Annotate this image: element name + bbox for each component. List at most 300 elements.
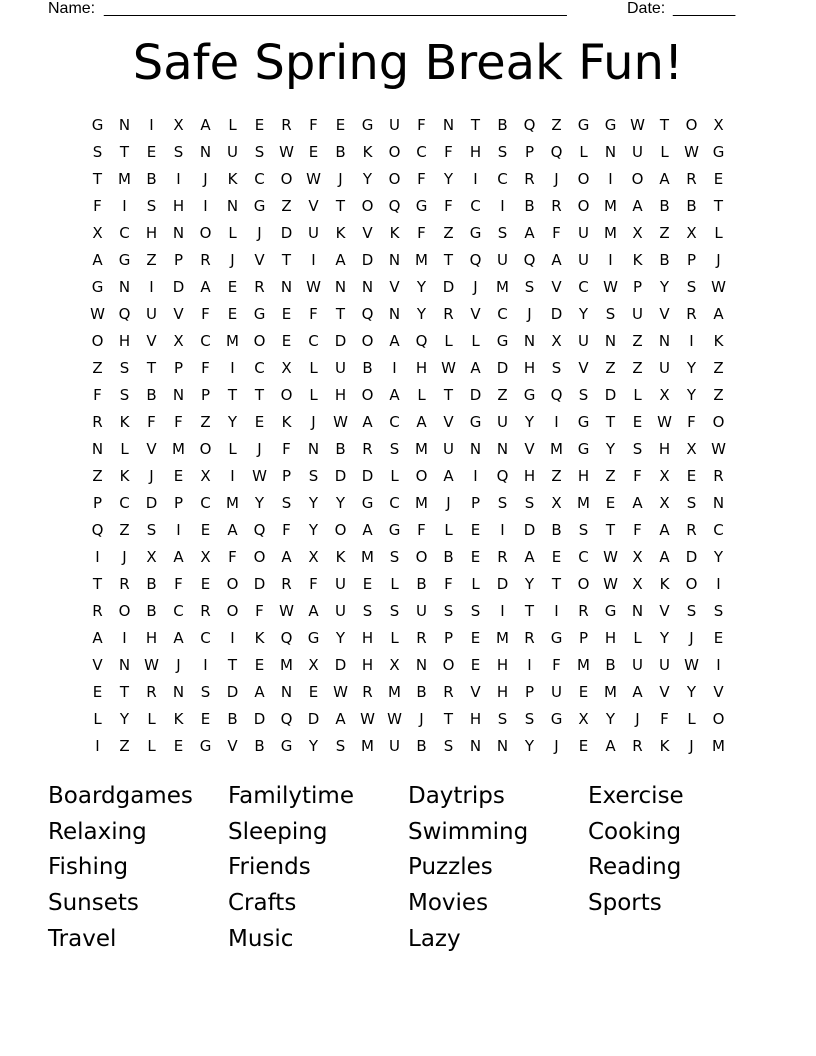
grid-cell: P: [443, 629, 454, 647]
grid-cell: B: [416, 737, 427, 755]
grid-cell: A: [200, 116, 211, 134]
grid-cell: I: [527, 656, 532, 674]
grid-cell: G: [469, 224, 482, 242]
grid-cell: W: [306, 170, 321, 188]
grid-cell: A: [281, 548, 292, 566]
grid-cell: W: [279, 602, 294, 620]
grid-cell: V: [659, 602, 670, 620]
grid-cell: M: [388, 683, 401, 701]
grid-cell: X: [551, 332, 562, 350]
grid-cell: S: [146, 521, 157, 539]
grid-cell: O: [415, 467, 428, 485]
grid-cell: S: [92, 143, 103, 161]
grid-cell: S: [686, 278, 697, 296]
grid-cell: J: [446, 494, 451, 512]
grid-cell: A: [389, 332, 400, 350]
grid-cell: O: [118, 602, 131, 620]
grid-cell: Q: [550, 143, 563, 161]
grid-cell: D: [442, 278, 455, 296]
grid-cell: K: [254, 629, 265, 647]
word-item: Travel: [48, 925, 117, 952]
grid-cell: U: [497, 251, 508, 269]
grid-cell: I: [203, 656, 208, 674]
grid-cell: L: [228, 116, 237, 134]
grid-row: [84, 463, 732, 490]
grid-cell: X: [578, 710, 589, 728]
word-item: Reading: [588, 854, 682, 881]
grid-cell: A: [173, 548, 184, 566]
grid-cell: B: [605, 656, 616, 674]
grid-cell: M: [361, 548, 374, 566]
grid-cell: M: [226, 494, 239, 512]
grid-cell: Y: [308, 737, 319, 755]
grid-cell: F: [633, 521, 642, 539]
grid-cell: A: [254, 683, 265, 701]
grid-cell: E: [713, 170, 724, 188]
grid-cell: E: [578, 737, 589, 755]
word-row: [48, 815, 768, 851]
grid-cell: D: [523, 521, 536, 539]
grid-cell: N: [496, 737, 509, 755]
grid-cell: D: [496, 575, 509, 593]
grid-cell: N: [361, 278, 374, 296]
grid-cell: L: [687, 710, 696, 728]
grid-cell: C: [713, 521, 724, 539]
grid-cell: V: [443, 413, 454, 431]
grid-cell: E: [173, 467, 184, 485]
grid-cell: Q: [415, 332, 428, 350]
grid-cell: F: [633, 467, 642, 485]
grid-cell: L: [120, 440, 129, 458]
grid-cell: Y: [416, 305, 427, 323]
grid-cell: Z: [281, 197, 292, 215]
grid-cell: Y: [524, 575, 535, 593]
grid-cell: I: [122, 629, 127, 647]
grid-cell: Y: [443, 170, 454, 188]
grid-cell: V: [308, 197, 319, 215]
name-label: Name:: [48, 0, 96, 17]
grid-cell: I: [500, 197, 505, 215]
grid-cell: A: [605, 737, 616, 755]
grid-cell: S: [173, 143, 184, 161]
grid-cell: R: [362, 683, 373, 701]
grid-cell: V: [713, 683, 724, 701]
grid-cell: W: [603, 575, 618, 593]
grid-cell: F: [282, 521, 291, 539]
grid-cell: B: [659, 251, 670, 269]
grid-cell: S: [308, 467, 319, 485]
grid-cell: L: [660, 143, 669, 161]
date-label: Date:: [627, 0, 666, 17]
grid-cell: N: [604, 332, 617, 350]
grid-cell: E: [92, 683, 103, 701]
grid-cell: O: [415, 548, 428, 566]
word-item: Daytrips: [408, 783, 505, 809]
grid-cell: L: [147, 737, 156, 755]
grid-cell: K: [119, 413, 130, 431]
grid-cell: O: [334, 521, 347, 539]
grid-cell: F: [309, 575, 318, 593]
grid-cell: G: [577, 440, 590, 458]
grid-row: [84, 274, 732, 301]
grid-cell: O: [712, 413, 725, 431]
grid-cell: L: [633, 386, 642, 404]
grid-cell: U: [443, 440, 454, 458]
grid-cell: D: [307, 710, 320, 728]
grid-cell: K: [362, 143, 373, 161]
grid-cell: L: [309, 359, 318, 377]
grid-cell: H: [172, 197, 185, 215]
grid-cell: S: [200, 683, 211, 701]
grid-cell: F: [417, 116, 426, 134]
grid-cell: G: [91, 116, 104, 134]
grid-cell: C: [389, 413, 400, 431]
grid-cell: O: [226, 602, 239, 620]
grid-cell: Z: [659, 224, 670, 242]
grid-cell: S: [389, 602, 400, 620]
grid-cell: X: [659, 386, 670, 404]
grid-cell: K: [227, 170, 238, 188]
grid-cell: Y: [686, 359, 697, 377]
grid-cell: F: [417, 170, 426, 188]
grid-cell: I: [95, 737, 100, 755]
grid-cell: C: [578, 278, 589, 296]
grid-row: [84, 571, 732, 598]
grid-cell: S: [524, 710, 535, 728]
grid-row: [84, 598, 732, 625]
grid-cell: D: [496, 359, 509, 377]
grid-cell: X: [281, 359, 292, 377]
grid-cell: G: [604, 116, 617, 134]
grid-cell: A: [551, 251, 562, 269]
grid-cell: I: [716, 575, 721, 593]
grid-row: [84, 301, 732, 328]
grid-cell: Z: [551, 467, 562, 485]
word-item: Lazy: [408, 925, 461, 952]
grid-cell: B: [227, 710, 238, 728]
grid-cell: K: [659, 575, 670, 593]
grid-cell: X: [146, 548, 157, 566]
grid-cell: L: [714, 224, 723, 242]
grid-cell: F: [282, 440, 291, 458]
grid-cell: R: [713, 467, 724, 485]
grid-cell: X: [173, 332, 184, 350]
grid-cell: B: [551, 521, 562, 539]
grid-cell: Z: [713, 386, 724, 404]
grid-cell: T: [146, 359, 157, 377]
grid-cell: O: [226, 575, 239, 593]
grid-cell: O: [361, 197, 374, 215]
grid-cell: N: [388, 251, 401, 269]
grid-cell: Q: [550, 386, 563, 404]
grid-cell: F: [660, 710, 669, 728]
word-item: Relaxing: [48, 818, 147, 845]
grid-cell: K: [389, 224, 400, 242]
grid-cell: K: [281, 413, 292, 431]
grid-cell: Z: [632, 359, 643, 377]
grid-cell: O: [685, 575, 698, 593]
word-item: Swimming: [408, 818, 529, 845]
grid-cell: E: [200, 521, 211, 539]
grid-row: [84, 409, 732, 436]
grid-cell: U: [335, 575, 346, 593]
grid-cell: U: [389, 737, 400, 755]
grid-cell: R: [200, 602, 211, 620]
grid-cell: Z: [443, 224, 454, 242]
grid-cell: Z: [146, 251, 157, 269]
grid-cell: B: [686, 197, 697, 215]
grid-cell: W: [360, 710, 375, 728]
grid-cell: E: [632, 413, 643, 431]
grid-cell: G: [253, 305, 266, 323]
grid-cell: C: [497, 170, 508, 188]
grid-cell: Y: [362, 170, 373, 188]
grid-cell: O: [361, 386, 374, 404]
grid-cell: X: [308, 656, 319, 674]
grid-cell: R: [497, 548, 508, 566]
puzzle-title: Safe Spring Break Fun!: [132, 35, 684, 91]
grid-cell: W: [603, 548, 618, 566]
grid-cell: O: [685, 116, 698, 134]
grid-cell: Y: [227, 413, 238, 431]
grid-cell: R: [92, 413, 103, 431]
grid-cell: A: [632, 683, 643, 701]
grid-cell: G: [523, 386, 536, 404]
grid-cell: Y: [335, 494, 346, 512]
grid-cell: H: [577, 467, 590, 485]
grid-cell: T: [227, 656, 238, 674]
grid-cell: W: [630, 116, 645, 134]
grid-cell: O: [280, 170, 293, 188]
word-item: Familytime: [228, 783, 354, 809]
grid-cell: Y: [605, 440, 616, 458]
grid-cell: R: [119, 575, 130, 593]
grid-cell: I: [203, 197, 208, 215]
grid-cell: R: [443, 305, 454, 323]
grid-cell: Z: [605, 467, 616, 485]
grid-cell: Z: [119, 737, 130, 755]
grid-cell: Z: [92, 359, 103, 377]
grid-cell: D: [172, 278, 185, 296]
grid-cell: J: [311, 413, 316, 431]
grid-cell: H: [523, 359, 536, 377]
grid-cell: W: [279, 143, 294, 161]
grid-cell: K: [335, 548, 346, 566]
grid-cell: E: [470, 521, 481, 539]
grid-cell: E: [362, 575, 373, 593]
grid-cell: C: [497, 305, 508, 323]
grid-cell: U: [551, 683, 562, 701]
grid-cell: R: [686, 170, 697, 188]
grid-cell: C: [470, 197, 481, 215]
grid-cell: T: [443, 251, 454, 269]
word-item: Friends: [228, 854, 311, 881]
grid-cell: J: [122, 548, 127, 566]
grid-row: [84, 328, 732, 355]
grid-cell: T: [524, 602, 535, 620]
grid-row: [84, 544, 732, 571]
grid-cell: M: [577, 656, 590, 674]
grid-cell: B: [416, 575, 427, 593]
grid-cell: G: [253, 197, 266, 215]
grid-cell: D: [469, 386, 482, 404]
grid-cell: T: [119, 143, 130, 161]
grid-cell: T: [470, 116, 481, 134]
grid-cell: E: [200, 710, 211, 728]
grid-cell: O: [388, 143, 401, 161]
grid-cell: V: [389, 278, 400, 296]
grid-cell: Q: [388, 197, 401, 215]
grid-cell: A: [227, 521, 238, 539]
grid-cell: Y: [416, 278, 427, 296]
grid-cell: E: [605, 494, 616, 512]
grid-cell: Y: [686, 386, 697, 404]
grid-cell: S: [632, 440, 643, 458]
grid-cell: T: [605, 413, 616, 431]
grid-cell: W: [711, 278, 726, 296]
grid-cell: I: [608, 251, 613, 269]
grid-cell: S: [119, 386, 130, 404]
grid-cell: U: [335, 359, 346, 377]
grid-cell: S: [686, 602, 697, 620]
grid-cell: M: [415, 440, 428, 458]
grid-cell: N: [469, 737, 482, 755]
grid-cell: T: [335, 305, 346, 323]
grid-cell: T: [551, 575, 562, 593]
grid-cell: W: [333, 413, 348, 431]
grid-cell: V: [146, 332, 157, 350]
grid-cell: Z: [605, 359, 616, 377]
grid-cell: S: [497, 224, 508, 242]
grid-cell: M: [172, 440, 185, 458]
grid-cell: Q: [523, 251, 536, 269]
grid-cell: H: [469, 710, 482, 728]
grid-cell: A: [524, 548, 535, 566]
grid-cell: R: [578, 602, 589, 620]
grid-cell: P: [470, 494, 481, 512]
grid-cell: S: [443, 602, 454, 620]
grid-cell: Z: [200, 413, 211, 431]
grid-cell: O: [631, 170, 644, 188]
grid-cell: Y: [335, 629, 346, 647]
grid-cell: L: [309, 386, 318, 404]
grid-cell: F: [201, 305, 210, 323]
grid-cell: A: [470, 359, 481, 377]
grid-cell: E: [470, 629, 481, 647]
grid-row: [84, 139, 732, 166]
grid-cell: L: [390, 575, 399, 593]
grid-cell: R: [686, 521, 697, 539]
grid-cell: S: [713, 602, 724, 620]
grid-cell: Q: [496, 467, 509, 485]
grid-cell: E: [281, 305, 292, 323]
grid-cell: C: [119, 494, 130, 512]
grid-cell: F: [174, 575, 183, 593]
grid-cell: L: [228, 224, 237, 242]
grid-cell: Z: [497, 386, 508, 404]
grid-cell: F: [417, 521, 426, 539]
grid-cell: Q: [118, 305, 131, 323]
grid-cell: U: [632, 143, 643, 161]
grid-cell: T: [605, 521, 616, 539]
grid-cell: Z: [713, 359, 724, 377]
grid-cell: N: [118, 278, 131, 296]
grid-cell: Z: [551, 116, 562, 134]
grid-cell: G: [280, 737, 293, 755]
grid-cell: H: [361, 656, 374, 674]
grid-cell: N: [604, 143, 617, 161]
grid-cell: Q: [91, 521, 104, 539]
grid-cell: N: [226, 197, 239, 215]
grid-cell: I: [716, 656, 721, 674]
grid-row: [84, 220, 732, 247]
name-line: ____________________________________________________: [104, 0, 567, 17]
grid-cell: B: [146, 575, 157, 593]
grid-cell: N: [442, 116, 455, 134]
grid-cell: M: [550, 440, 563, 458]
grid-cell: U: [146, 305, 157, 323]
word-item: Sports: [588, 890, 662, 917]
grid-cell: F: [201, 359, 210, 377]
grid-cell: V: [362, 224, 373, 242]
word-item: Music: [228, 925, 294, 952]
grid-cell: W: [684, 143, 699, 161]
grid-cell: U: [335, 602, 346, 620]
grid-cell: O: [253, 332, 266, 350]
grid-cell: Y: [254, 494, 265, 512]
grid-cell: W: [387, 710, 402, 728]
grid-cell: Y: [659, 629, 670, 647]
grid-cell: F: [255, 602, 264, 620]
grid-cell: U: [308, 224, 319, 242]
grid-cell: D: [334, 467, 347, 485]
grid-cell: G: [415, 197, 428, 215]
word-item: Exercise: [588, 783, 684, 809]
grid-cell: X: [686, 440, 697, 458]
grid-cell: S: [146, 197, 157, 215]
grid-cell: Z: [92, 467, 103, 485]
grid-cell: K: [335, 224, 346, 242]
grid-cell: P: [524, 143, 535, 161]
grid-cell: H: [118, 332, 131, 350]
grid-cell: U: [578, 332, 589, 350]
grid-cell: G: [577, 413, 590, 431]
grid-cell: Q: [523, 116, 536, 134]
grid-cell: S: [497, 710, 508, 728]
header-row: [48, 0, 748, 20]
grid-cell: E: [578, 683, 589, 701]
grid-cell: K: [119, 467, 130, 485]
grid-cell: P: [173, 359, 184, 377]
grid-cell: H: [415, 359, 428, 377]
grid-cell: D: [280, 224, 293, 242]
grid-cell: H: [496, 683, 509, 701]
grid-cell: N: [280, 683, 293, 701]
grid-cell: Q: [253, 521, 266, 539]
grid-cell: E: [551, 548, 562, 566]
grid-cell: L: [93, 710, 102, 728]
grid-cell: X: [200, 467, 211, 485]
grid-cell: E: [308, 143, 319, 161]
grid-cell: N: [118, 116, 131, 134]
grid-cell: A: [362, 413, 373, 431]
grid-cell: G: [91, 278, 104, 296]
grid-cell: E: [470, 548, 481, 566]
grid-cell: L: [444, 521, 453, 539]
grid-cell: S: [551, 359, 562, 377]
grid-cell: I: [392, 359, 397, 377]
grid-cell: P: [632, 278, 643, 296]
